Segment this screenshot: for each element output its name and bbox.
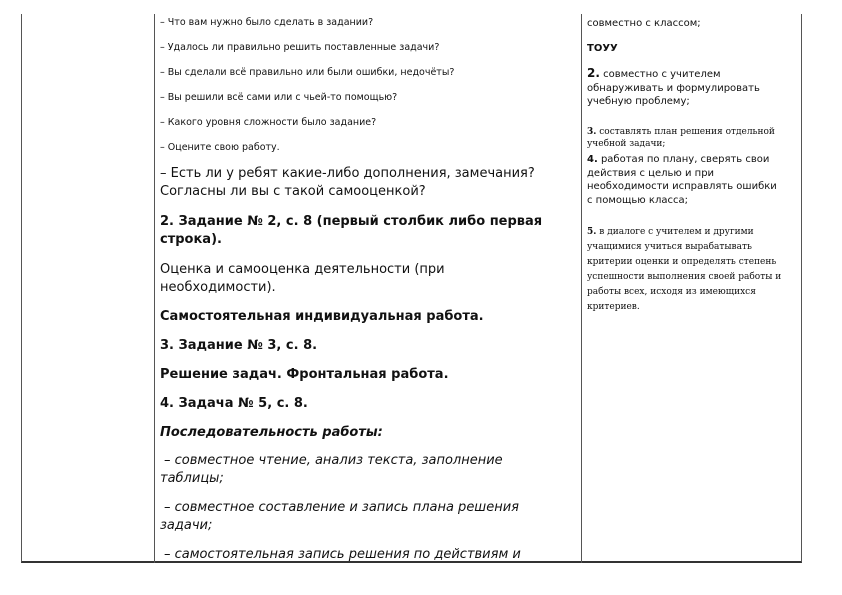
question-4: – Вы решили всё сами или с чьей-то помощью?	[160, 92, 398, 103]
item-5-line-4: успешности выполнения своей работы и	[587, 272, 782, 282]
item-4-line-1: работая по плану, сверять свои	[597, 154, 770, 165]
task-2-line-2: строка).	[160, 232, 222, 247]
question-2: – Удалось ли правильно решить поставленные задачи?	[160, 42, 440, 53]
item-5-line-6: критериев.	[587, 302, 640, 312]
item-4-line-4: с помощью класса;	[587, 194, 688, 206]
item-5-line-1: в диалоге с учителем и другими	[596, 227, 754, 237]
remarks-line-1: – Есть ли у ребят какие-либо дополнения, замечания?	[160, 166, 535, 181]
column-divider-left	[154, 14, 155, 563]
item-2-line-1: совместно с учителем	[599, 69, 721, 80]
independent-work: Самостоятельная индивидуальная работа.	[160, 309, 484, 324]
step-2-line-2: задачи;	[160, 518, 213, 533]
step-2-line-1: – совместное составление и запись плана решения	[164, 500, 519, 515]
task-4: 4. Задача № 5, с. 8.	[160, 396, 308, 411]
sequence-title: Последовательность работы:	[160, 425, 383, 440]
column-divider-right	[581, 14, 582, 563]
task-2-line-1: 2. Задание № 2, с. 8 (первый столбик либо первая	[160, 214, 543, 229]
question-5: – Какого уровня сложности было задание?	[160, 117, 377, 128]
item-5-line-3: критерии оценки и определять степень	[587, 257, 777, 267]
item-5	[587, 225, 781, 315]
question-6: – Оцените свою работу.	[160, 142, 280, 153]
item-3-line-2: учебной задачи;	[587, 139, 666, 149]
problem-solving: Решение задач. Фронтальная работа.	[160, 367, 449, 382]
remarks-line-2: Согласны ли вы с такой самооценкой?	[160, 184, 426, 199]
evaluation-line-1: Оценка и самооценка деятельности (при	[160, 262, 445, 277]
evaluation-line-2: необходимости).	[160, 280, 276, 295]
touu-heading: ТОУУ	[587, 43, 618, 54]
item-2-line-3: учебную проблему;	[587, 96, 690, 107]
item-2-number: 2.	[587, 66, 600, 80]
item-4	[587, 153, 777, 207]
item-3	[587, 126, 775, 150]
item-2	[587, 67, 760, 109]
task-3: 3. Задание № 3, с. 8.	[160, 338, 318, 353]
item-2-line-2: обнаруживать и формулировать	[587, 82, 760, 94]
item-5-line-2: учащимися учиться вырабатывать	[587, 242, 752, 252]
step-1-line-2: таблицы;	[160, 471, 224, 486]
item-5-line-5: работы всех, исходя из имеющихся	[587, 287, 756, 297]
item-3-line-1: составлять план решения отдельной	[596, 127, 775, 137]
item-3-number: 3.	[587, 127, 597, 137]
item-4-number: 4.	[587, 154, 598, 165]
step-1-line-1: – совместное чтение, анализ текста, заполнение	[164, 453, 503, 468]
question-3: – Вы сделали всё правильно или были ошибки, недочёты?	[160, 67, 455, 78]
step-3-line-1: – самостоятельная запись решения по действиям и	[164, 547, 521, 562]
question-1: – Что вам нужно было сделать в задании?	[160, 17, 374, 28]
item-4-line-3: необходимости исправлять ошибки	[587, 181, 777, 192]
right-text-0: совместно с классом;	[587, 18, 701, 29]
item-5-number: 5.	[587, 227, 597, 237]
item-4-line-2: действия с целью и при	[587, 167, 715, 179]
